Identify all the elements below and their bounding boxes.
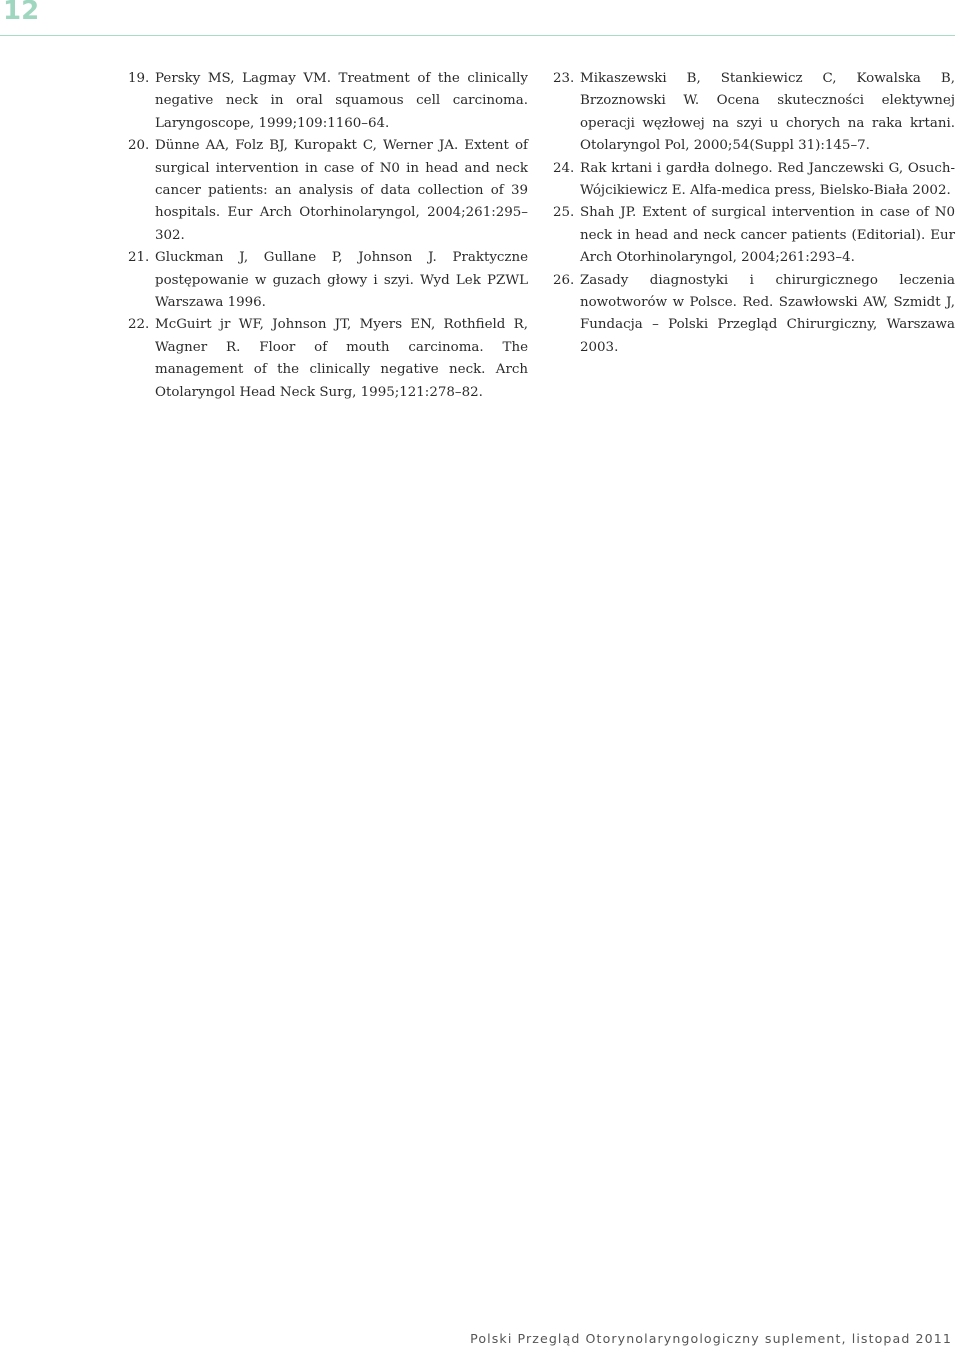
reference-item <box>553 68 955 158</box>
reference-text: Persky MS, Lagmay VM. Treatment of the clinically negative neck in oral squamous cell carcinoma. Laryngoscope, 1999;109:1160–64. <box>155 71 528 131</box>
reference-text: Gluckman J, Gullane P, Johnson J. Praktyczne postępowanie w guzach głowy i szyi. Wyd Lek PZWL Warszawa 1996. <box>155 250 528 311</box>
reference-text: Shah JP. Extent of surgical intervention in case of N0 neck in head and neck cancer patients (Editorial). Eur Arch Otorhinolaryngol, 2004;261:293–4. <box>580 205 955 266</box>
reference-number: 23. <box>553 71 575 86</box>
reference-number: 24. <box>553 160 575 176</box>
reference-number: 19. <box>128 71 150 86</box>
reference-item <box>553 270 955 360</box>
journal-footer: Polski Przegląd Otorynolaryngologiczny suplement, listopad 2011 <box>470 1331 952 1346</box>
reference-text: Zasady diagnostyki i chirurgicznego leczenia nowotworów w Polsce. Red. Szawłowski AW, Szmidt J, Fundacja – Polski Przegląd Chirurgiczny, Warszawa 2003. <box>580 272 955 355</box>
reference-item <box>128 68 528 135</box>
reference-item <box>128 314 528 404</box>
reference-item <box>128 247 528 314</box>
reference-text: Dünne AA, Folz BJ, Kuropakt C, Werner JA. Extent of surgical intervention in case of N0 in head and neck cancer patients: an analysis of data collection of 39 hospitals. Eur Arch Otorhinolaryngol, 2004;261:295–302. <box>155 138 528 243</box>
reference-text: Mikaszewski B, Stankiewicz C, Kowalska B, Brzoznowski W. Ocena skuteczności elektywnej operacji węzłowej na szyi u chorych na raka krtani. Otolaryngol Pol, 2000;54(Suppl 31):145–7. <box>580 71 955 154</box>
reference-text: McGuirt jr WF, Johnson JT, Myers EN, Rothfield R, Wagner R. Floor of mouth carcinoma. The management of the clinically negative neck. Arch Otolaryngol Head Neck Surg, 1995;121:278–82. <box>155 317 528 400</box>
reference-number: 21. <box>128 250 150 266</box>
references-column-left <box>128 68 528 404</box>
reference-number: 22. <box>128 317 150 333</box>
references-column-right <box>553 68 955 359</box>
reference-item <box>553 202 955 269</box>
reference-text: Rak krtani i gardła dolnego. Red Janczewski G, Osuch-Wójcikiewicz E. Alfa-medica press, Bielsko-Biała 2002. <box>580 160 955 199</box>
reference-number: 20. <box>128 138 150 154</box>
header-rule <box>0 35 955 36</box>
page-number: 12 <box>3 0 40 26</box>
reference-item <box>128 135 528 247</box>
reference-number: 25. <box>553 205 575 221</box>
reference-item <box>553 158 955 203</box>
reference-number: 26. <box>553 272 575 288</box>
